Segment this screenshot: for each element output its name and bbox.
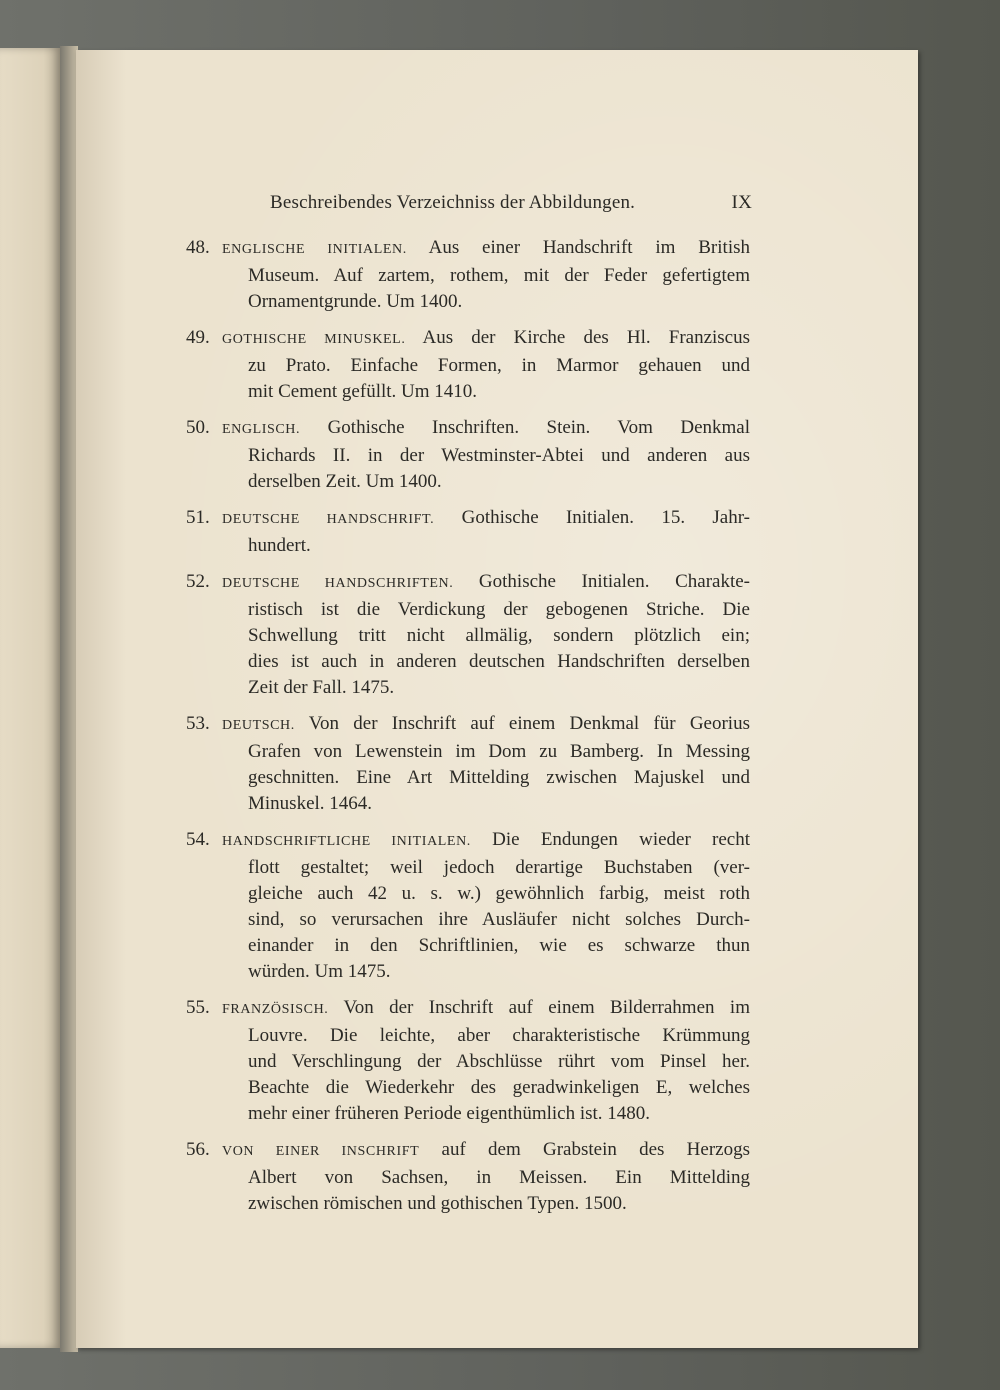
entry-line: sind, so verursachen ihre Ausläufer nicht solches Durch- [248,909,750,930]
entry-first-line [222,325,750,353]
entry-heading: DEUTSCHE HANDSCHRIFTEN. [222,576,454,591]
entry-first-line [222,235,750,263]
entry-line: Grafen von Lewenstein im Dom zu Bamberg. In Messing [248,741,750,762]
entry-line: geschnitten. Eine Art Mittelding zwischen Majuskel und [248,767,750,788]
entry-text: Die Endungen wieder recht [492,829,751,850]
entry-line: Schwellung tritt nicht allmälig, sondern plötzlich ein; [248,625,750,646]
entry-line: derselben Zeit. Um 1400. [248,471,442,492]
left-page-edge [0,48,62,1348]
entry-text: Von der Inschrift auf einem Denkmal für Georius [308,713,750,734]
entry-number: 55. [186,997,210,1018]
entry-text: Gothische Initialen. Charakte- [478,571,750,592]
list-item [186,569,750,701]
entry-line: dies ist auch in anderen deutschen Handschriften derselben [248,651,750,672]
entry-line: zu Prato. Einfache Formen, in Marmor gehauen und [248,355,750,376]
list-item [186,505,750,559]
list-item [186,827,750,985]
entry-number: 53. [186,713,210,734]
entry-line: Albert von Sachsen, in Meissen. Ein Mittelding [248,1167,750,1188]
entry-line: Zeit der Fall. 1475. [248,677,395,698]
list-item [186,235,750,315]
running-head-title: Beschreibendes Verzeichniss der Abbildungen. [270,192,636,213]
list-item [186,995,750,1127]
entry-number: 49. [186,327,210,348]
entry-line: würden. Um 1475. [248,961,391,982]
entry-heading: DEUTSCHE HANDSCHRIFT. [222,512,435,527]
entry-heading: DEUTSCH. [222,718,295,733]
entry-line: Ornamentgrunde. Um 1400. [248,291,463,312]
entry-text: auf dem Grabstein des Herzogs [441,1139,750,1160]
entry-first-line [222,505,750,533]
entry-heading: VON EINER INSCHRIFT [222,1144,420,1159]
entry-heading: HANDSCHRIFTLICHE INITIALEN. [222,834,471,849]
entry-line: mehr einer früheren Periode eigenthümlich ist. 1480. [248,1103,651,1124]
entry-first-line [222,827,750,855]
entry-line: und Verschlingung der Abschlüsse rührt vom Pinsel her. [248,1051,750,1072]
list-item [186,1137,750,1217]
entry-text: Aus einer Handschrift im British [428,237,750,258]
entry-text: Gothische Inschriften. Stein. Vom Denkmal [327,417,751,438]
entry-line: flott gestaltet; weil jedoch derartige Buchstaben (ver- [248,857,750,878]
entry-heading: ENGLISCHE INITIALEN. [222,242,407,257]
entry-first-line [222,569,750,597]
entry-list [186,235,750,1227]
entry-heading: ENGLISCH. [222,422,301,437]
list-item [186,711,750,817]
list-item [186,325,750,405]
entry-line: gleiche auch 42 u. s. w.) gewöhnlich farbig, meist roth [248,883,750,904]
entry-first-line [222,1137,750,1165]
entry-heading: GOTHISCHE MINUSKEL. [222,332,406,347]
entry-line: ristisch ist die Verdickung der gebogenen Striche. Die [248,599,750,620]
entry-line: zwischen römischen und gothischen Typen. 1500. [248,1193,627,1214]
entry-number: 56. [186,1139,210,1160]
running-head [270,192,750,220]
entry-line: Museum. Auf zartem, rothem, mit der Feder gefertigtem [248,265,750,286]
entry-line: hundert. [248,535,311,556]
entry-line: Louvre. Die leichte, aber charakteristische Krümmung [248,1025,750,1046]
entry-first-line [222,995,750,1023]
entry-number: 52. [186,571,210,592]
entry-line: einander in den Schriftlinien, wie es schwarze thun [248,935,750,956]
entry-line: Minuskel. 1464. [248,793,373,814]
entry-text: Gothische Initialen. 15. Jahr- [461,507,751,528]
entry-first-line [222,415,750,443]
entry-line: Richards II. in der Westminster-Abtei und anderen aus [248,445,750,466]
entry-first-line [222,711,750,739]
entry-text: Von der Inschrift auf einem Bilderrahmen im [343,997,750,1018]
entry-number: 48. [186,237,210,258]
entry-line: Beachte die Wiederkehr des geradwinkeligen E, welches [248,1077,750,1098]
entry-heading: FRANZÖSISCH. [222,1002,329,1017]
entry-line: mit Cement gefüllt. Um 1410. [248,381,478,402]
entry-number: 50. [186,417,210,438]
list-item [186,415,750,495]
entry-number: 51. [186,507,210,528]
entry-text: Aus der Kirche des Hl. Franziscus [422,327,751,348]
entry-number: 54. [186,829,210,850]
page-number: IX [731,192,752,213]
